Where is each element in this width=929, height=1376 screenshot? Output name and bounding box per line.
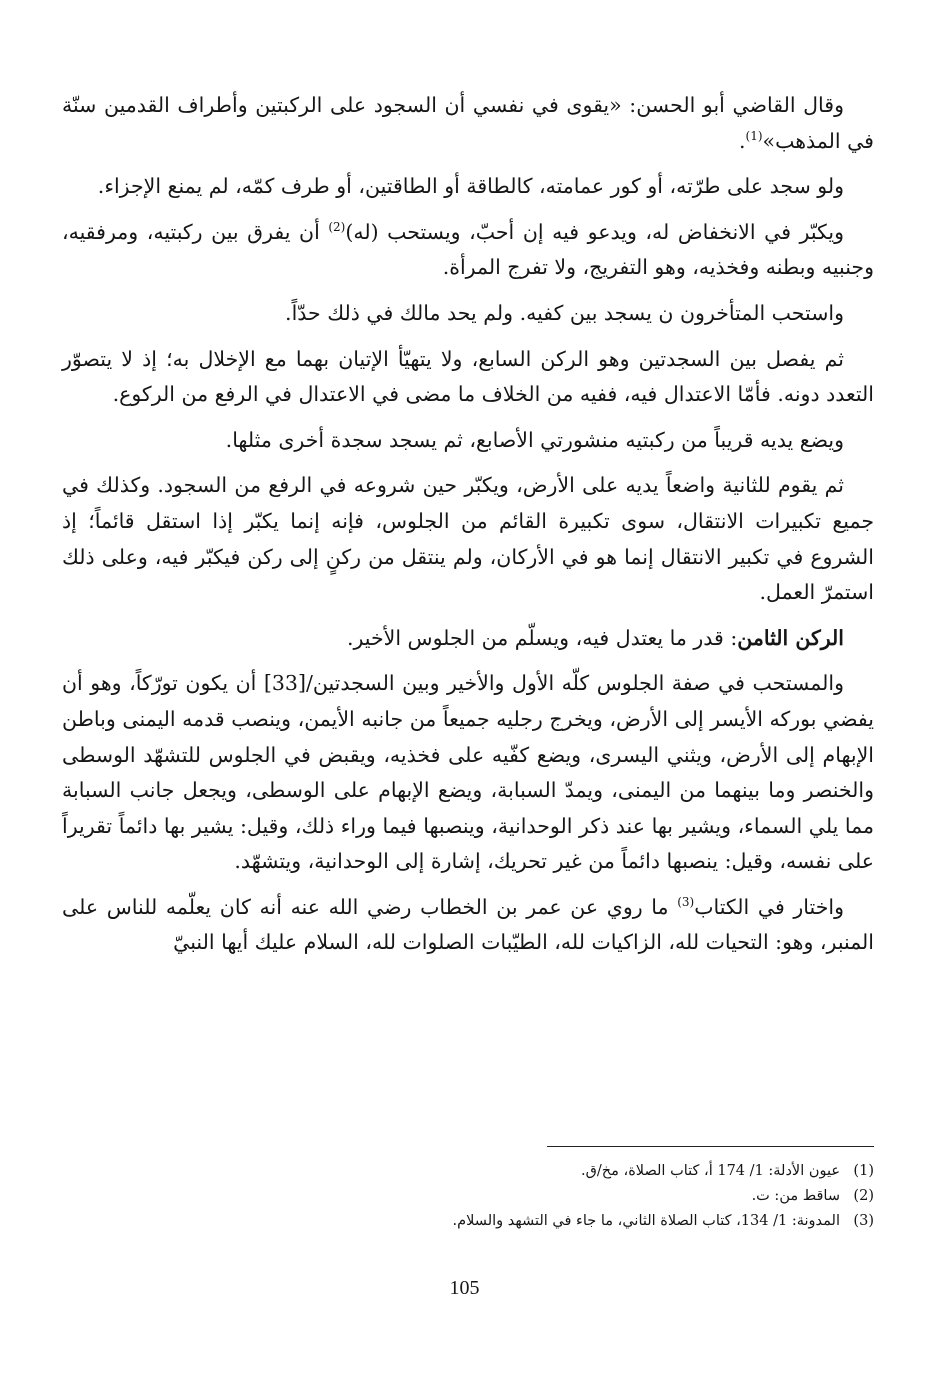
footnotes <box>62 1159 874 1234</box>
footnote-reference: (3) <box>677 895 695 910</box>
paragraph-text: واستحب المتأخرون ن يسجد بين كفيه. ولم يحد مالك في ذلك حدّاً. <box>285 300 844 325</box>
paragraph <box>62 423 874 459</box>
paragraph-text-tail: ما روي عن عمر بن الخطاب رضي الله عنه أنه كان يعلّمه للناس على المنبر، وهو: التحيات لله، الزاكيات لله، الطيّبات الصلوات لله، السلام عليك أيها النبيّ <box>62 894 874 955</box>
footnote-text: عيون الأدلة: 1/ 174 أ، كتاب الصلاة، مخ/ق. <box>581 1163 840 1179</box>
paragraph <box>62 890 874 961</box>
paragraph <box>62 468 874 610</box>
page-number: 105 <box>449 1277 480 1299</box>
paragraph-text: ويضع يديه قريباً من ركبتيه منشورتي الأصابع، ثم يسجد سجدة أخرى مثلها. <box>225 427 844 452</box>
footnote-text: ساقط من: ت. <box>751 1188 840 1204</box>
footnote-reference: (2) <box>328 219 346 234</box>
section-heading-paragraph <box>62 621 874 657</box>
paragraph <box>62 169 874 205</box>
main-text <box>62 88 874 961</box>
paragraph-text: وقال القاضي أبو الحسن: «يقوى في نفسي أن السجود على الركبتين وأطراف القدمين سنّة في المذهب» <box>62 93 874 153</box>
paragraph <box>62 666 874 880</box>
section-term: الركن الثامن <box>737 625 844 650</box>
footnote-text: المدونة: 1/ 134، كتاب الصلاة الثاني، ما جاء في التشهد والسلام. <box>452 1213 840 1229</box>
paragraph-text: واختار في الكتاب <box>694 894 845 919</box>
footnote-reference: (1) <box>745 128 763 143</box>
paragraph-text: ثم يقوم للثانية واضعاً يديه على الأرض، ويكبّر حين شروعه في الرفع من السجود. وكذلك في جميع تكبيرات الانتقال، سوى تكبيرة القائم من الجلوس، فإنه إنما يكبّر إذا استقل قائماً؛ إذ الشروع في تكبير الانتقال إنما هو في الأركان، ولم ينتقل من ركنٍ إلى ركن فيكبّر فيه، وعلى ذلك استمرّ العمل. <box>62 473 874 605</box>
paragraph <box>62 88 874 159</box>
paragraph <box>62 296 874 332</box>
footnote-number: (1) <box>853 1163 874 1179</box>
paragraph-text: : قدر ما يعتدل فيه، ويسلّم من الجلوس الأخير. <box>346 625 738 650</box>
paragraph-text: ولو سجد على طرّته، أو كور عمامته، كالطاقة أو الطاقتين، أو طرف كمّه، لم يمنع الإجزاء. <box>97 174 844 199</box>
footnote <box>62 1209 874 1234</box>
footnote-number: (3) <box>853 1213 874 1229</box>
paragraph-text: ثم يفصل بين السجدتين وهو الركن السابع، ولا يتهيّأ الإتيان بهما مع الإخلال به؛ إذ لا يتصوّر التعدد دونه. فأمّا الاعتدال فيه، ففيه من الخلاف ما مضى في الاعتدال في الرفع من الركوع. <box>62 346 874 407</box>
footnote-divider <box>547 1146 874 1147</box>
paragraph <box>62 215 874 286</box>
paragraph-text: والمستحب في صفة الجلوس كلّه الأول والأخير وبين السجدتين/[33] أن يكون تورّكاً، وهو أن يفضي بوركه الأيسر إلى الأرض، ويخرج رجليه جميعاً من جانبه الأيمن، وينصب قدمه اليمنى وباطن الإبهام إلى الأرض، ويثني اليسرى، ويضع كفّيه على فخذيه، ويقبض في الجلوس للتشهّد الوسطى والخنصر وما بينهما من اليمنى، ويمدّ السبابة، ويضع الإبهام على الوسطى، ويجعل جانب السبابة مما يلي السماء، ويشير بها عند ذكر الوحدانية، وينصبها فيما وراء ذلك، وقيل: يشير بها دائماً تقريراً على نفسه، وقيل: ينصبها دائماً من غير تحريك، إشارة إلى الوحدانية، ويتشهّد. <box>62 671 874 874</box>
footnote-number: (2) <box>853 1188 874 1204</box>
paragraph-text-tail: أن يفرق بين ركبتيه، ومرفقيه، وجنبيه وبطنه وفخذيه، وهو التفريج، ولا تفرج المرأة. <box>62 219 874 280</box>
paragraph-text-tail: . <box>739 128 746 153</box>
paragraph-text: ويكبّر في الانخفاض له، ويدعو فيه إن أحبّ، ويستحب (له) <box>345 219 844 244</box>
paragraph <box>62 342 874 413</box>
footnote <box>62 1159 874 1184</box>
footnote <box>62 1184 874 1209</box>
